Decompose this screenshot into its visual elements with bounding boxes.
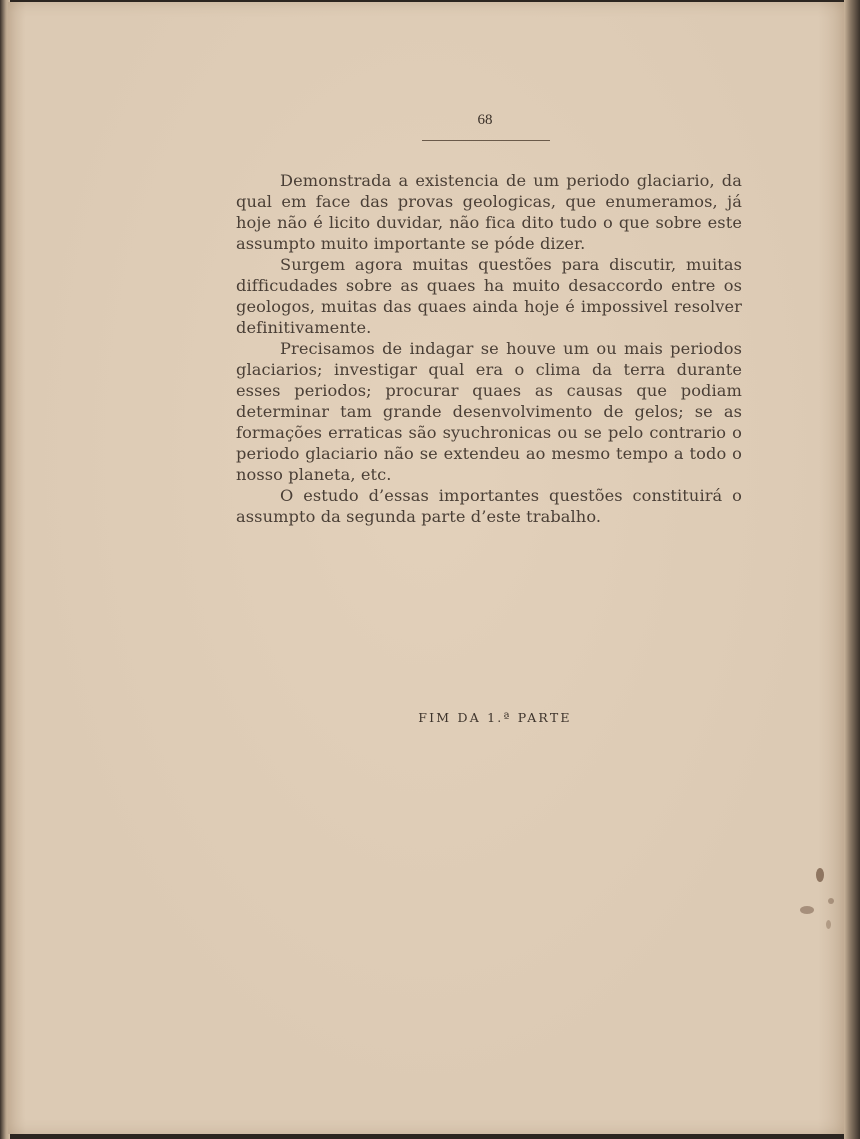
foxing-spot [800,906,814,914]
paragraph: Demonstrada a existencia de um periodo glaciario, da qual em face das provas geologicas, que enumeramos, já hoje não é licito duvidar, não fica dito tudo o que sobre este assumpto muito importante se póde dizer. [236,171,742,253]
foxing-spot [826,920,831,929]
header-rule [422,140,550,141]
paragraph: O estudo d’essas importantes questões constituirá o assumpto da segunda parte d’este trabalho. [236,486,742,526]
book-fore-edge [844,0,860,1139]
paragraph: Surgem agora muitas questões para discutir, muitas difficudades sobre as quaes ha muito desaccordo entre os geologos, muitas das quaes ainda hoje é impossivel resolver definitivamente. [236,255,742,337]
page-number: 68 [477,112,493,128]
closing-line: FIM DA 1.ª PARTE [418,710,572,725]
body-text [236,170,742,527]
foxing-spot [828,898,834,904]
paragraph: Precisamos de indagar se houve um ou mais periodos glaciarios; investigar qual era o clima da terra durante esses periodos; procurar quaes as causas que podiam determinar tam grande desenvolvimento de gelos; se as formações erraticas são syuchronicas ou se pelo contrario o periodo glaciario não se extendeu ao mesmo tempo a todo o nosso planeta, etc. [236,339,742,484]
foxing-spot [816,868,824,882]
